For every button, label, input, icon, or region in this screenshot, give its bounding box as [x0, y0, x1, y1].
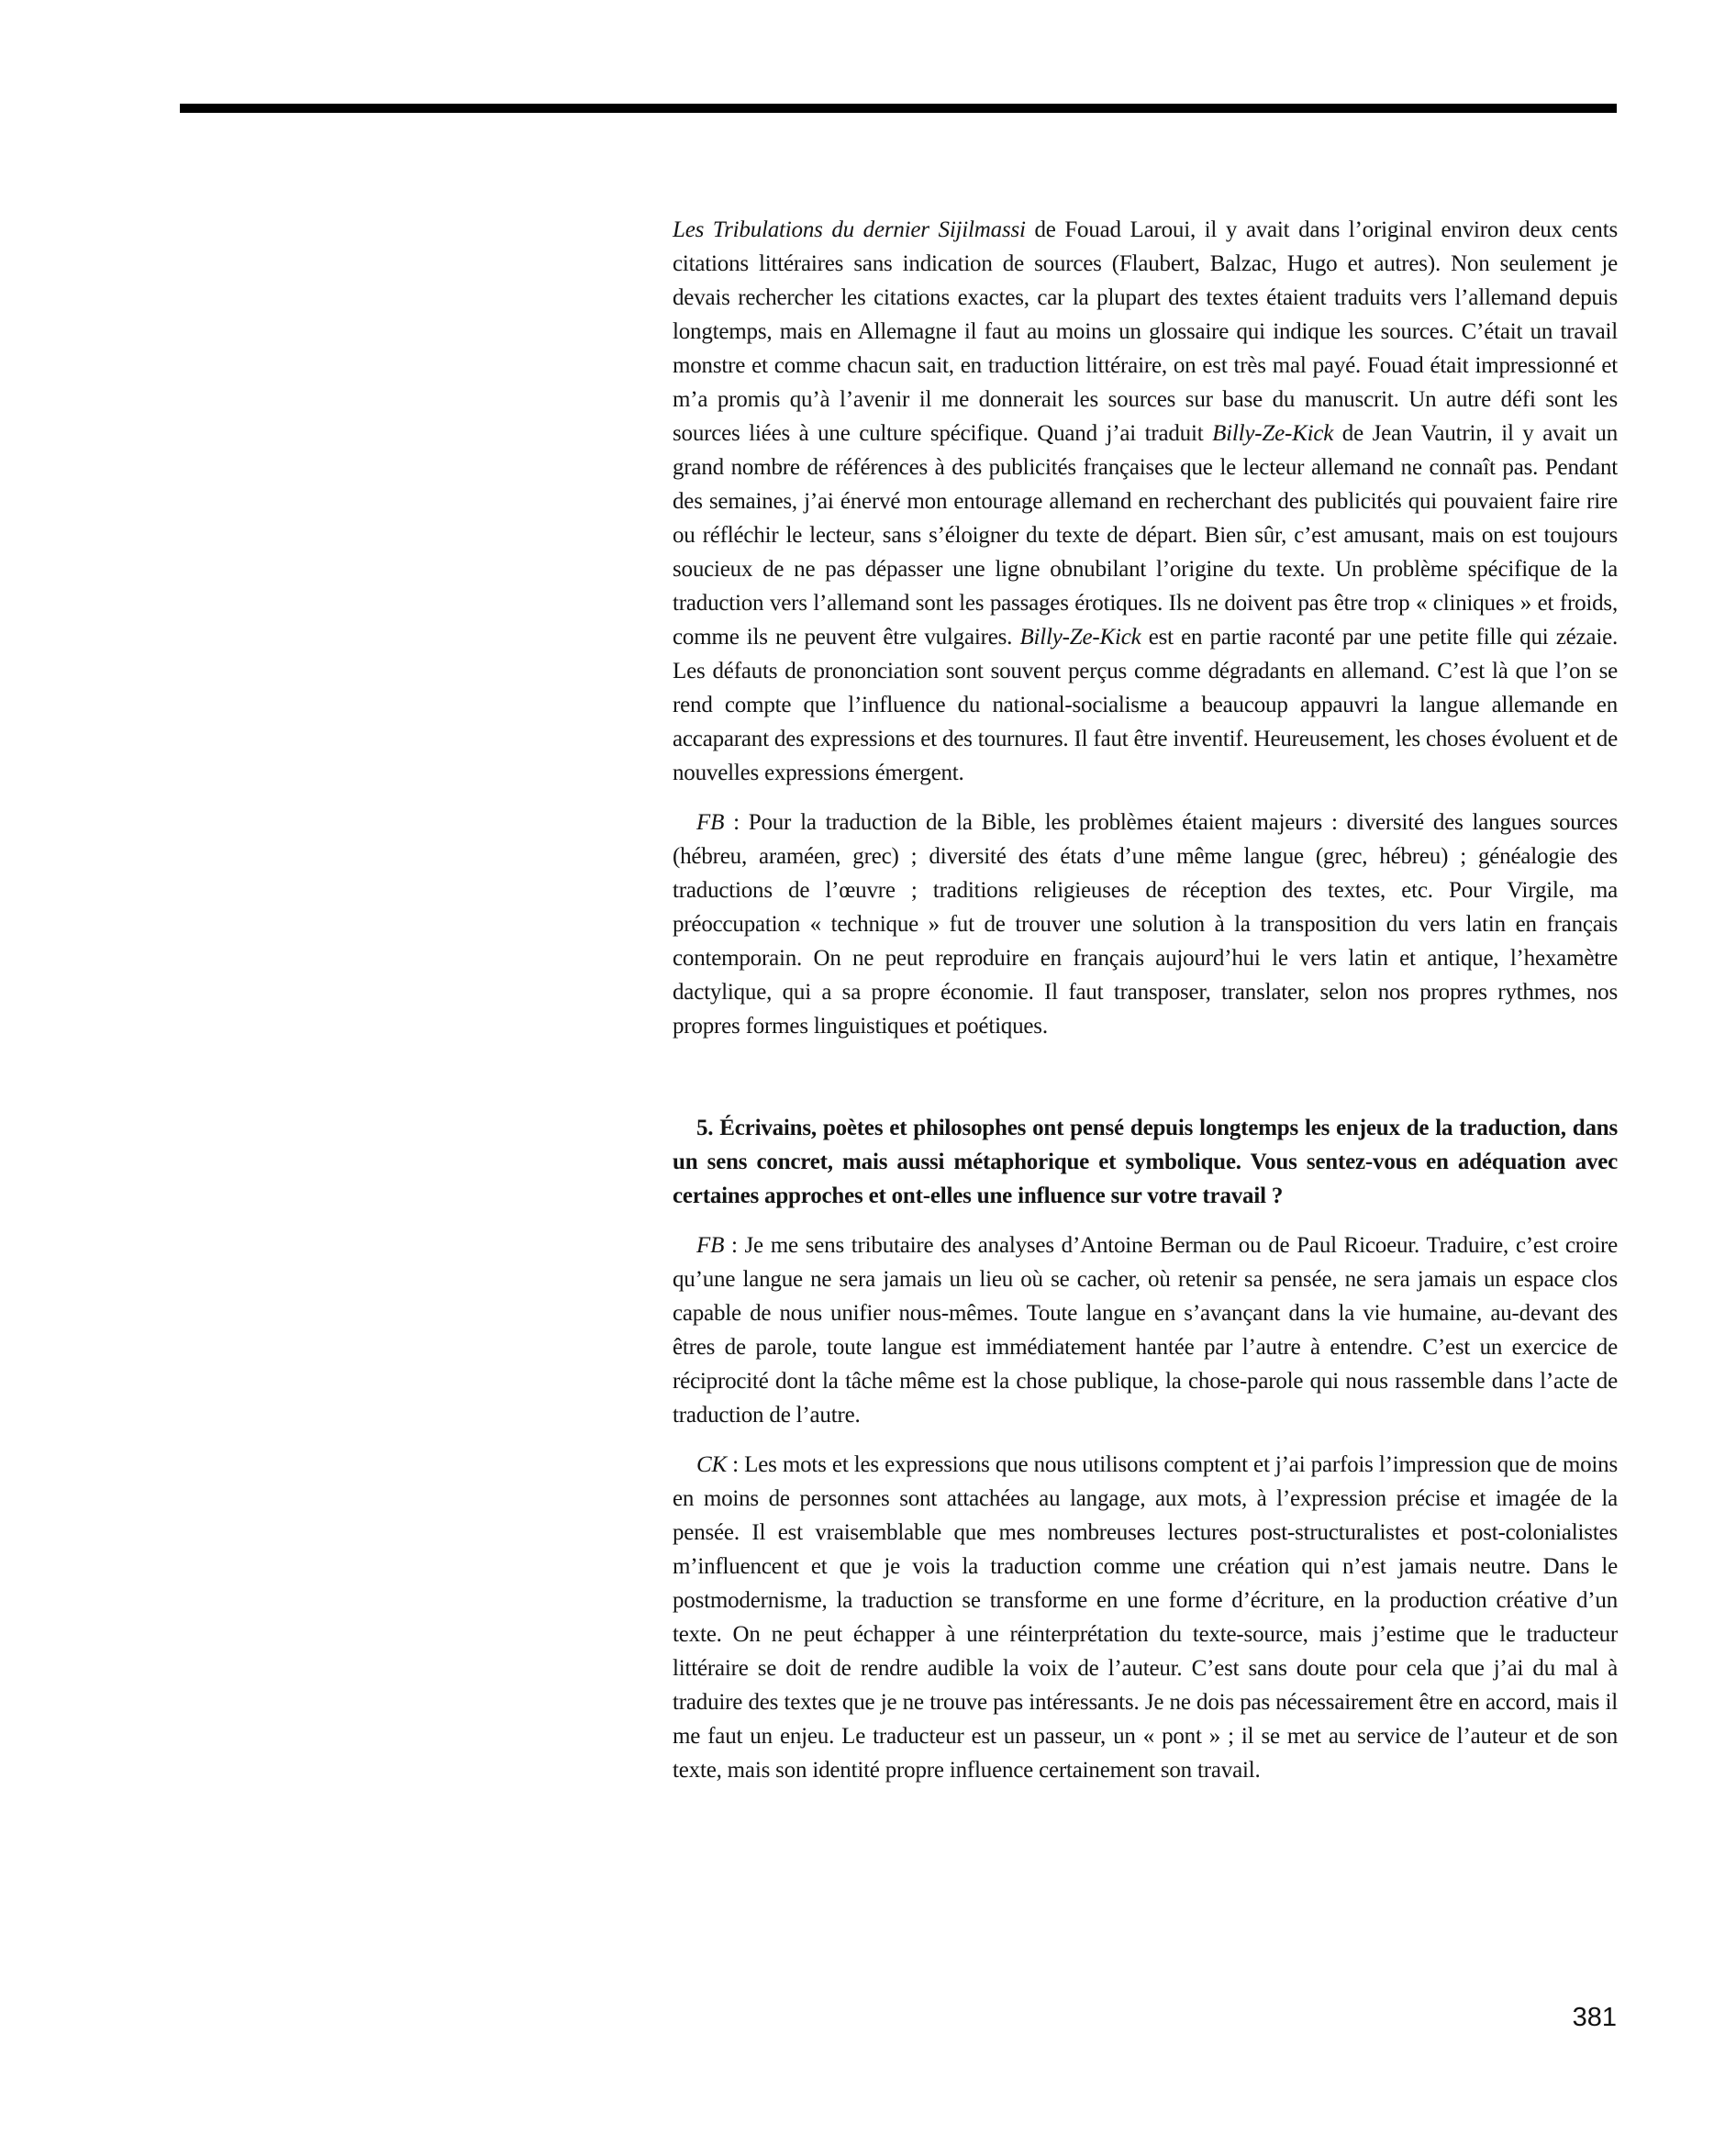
text-run: : Pour la traduction de la Bible, les problèmes étaient majeurs : diversité des langues sources (hébreu, araméen, grec) ; diversité des états d’une même langue (grec, hébreu) ; généalogie des traductions de l’œuvre ; traditions religieuses de réception des textes, etc. Pour Virgile, ma préoccupation « technique » fut de trouver une solution à la transposition du vers latin en français contemporain. On ne peut reproduire en français aujourd’hui le vers latin et antique, l’hexamètre dactylique, qui a sa propre économie. Il faut transposer, translater, selon nos propres rythmes, nos propres formes linguistiques et poétiques. [673, 810, 1618, 1039]
question-text: 5. Écrivains, poètes et philosophes ont pensé depuis longtemps les enjeux de la traduction, dans un sens concret, mais aussi métaphorique et symbolique. Vous sentez-vous en adéquation avec certaines approches et ont-elles une influence sur votre travail ? [673, 1116, 1618, 1208]
text-run: : Les mots et les expressions que nous utilisons comptent et j’ai parfois l’impression que de moins en moins de personnes sont attachées au langage, aux mots, à l’expression précise et imagée de la pensée. Il est vraisemblable que mes nombreuses lectures post-structuralistes et post-colonialistes m’influencent et que je vois la traduction comme une création qui n’est jamais neutre. Dans le postmodernisme, la traduction se transforme en une forme d’écriture, en la production créative d’un texte. On ne peut échapper à une réinterprétation du texte-source, mais j’estime que le traducteur littéraire se doit de rendre audible la voix de l’auteur. C’est sans doute pour cela que j’ai du mal à traduire des textes que je ne trouve pas intéressants. Je ne dois pas nécessairement être en accord, mais il me faut un enjeu. Le traducteur est un passeur, un « pont » ; il se met au service de l’auteur et de son texte, mais son identité propre influence certainement son travail. [673, 1452, 1618, 1783]
speaker-label-ck: CK [696, 1452, 727, 1477]
speaker-label-fb: FB [696, 1233, 725, 1258]
interview-question-5 [673, 1111, 1618, 1213]
text-column [673, 213, 1618, 1803]
book-title-billy-ze-kick: Billy-Ze-Kick [1212, 421, 1334, 446]
paragraph-ck-mots-expressions [673, 1448, 1618, 1787]
chapter-header-rule [180, 104, 1617, 113]
paragraph-continuation-translation-anecdotes [673, 213, 1618, 790]
paragraph-fb-berman-ricoeur [673, 1228, 1618, 1432]
book-title-les-tribulations: Les Tribulations du dernier Sijilmassi [673, 217, 1026, 242]
text-run: de Fouad Laroui, il y avait dans l’original environ deux cents citations littéraires sans indication de sources (Flaubert, Balzac, Hugo et autres). Non seulement je devais rechercher les citations exactes, car la plupart des textes étaient traduits vers l’allemand depuis longtemps, mais en Allemagne il faut au moins un glossaire qui indique les sources. C’était un travail monstre et comme chacun sait, en traduction littéraire, on est très mal payé. Fouad était impressionné et m’a promis qu’à l’avenir il me donnerait les sources sur base du manuscrit. Un autre défi sont les sources liées à une culture spécifique. Quand j’ai traduit [673, 217, 1619, 446]
speaker-label-fb: FB [696, 810, 725, 835]
book-title-billy-ze-kick: Billy-Ze-Kick [1019, 625, 1141, 650]
text-run: de Jean Vautrin, il y avait un grand nombre de références à des publicités françaises que le lecteur allemand ne connaît pas. Pendant des semaines, j’ai énervé mon entourage allemand en recherchant des publicités qui pouvaient faire rire ou réfléchir le lecteur, sans s’éloigner du texte de départ. Bien sûr, c’est amusant, mais on est toujours soucieux de ne pas dépasser une ligne obnubilant l’origine du texte. Un problème spécifique de la traduction vers l’allemand sont les passages érotiques. Ils ne doivent pas être trop « cliniques » et froids, comme ils ne peuvent être vulgaires. [673, 421, 1618, 650]
page-number: 381 [1572, 2003, 1617, 2032]
text-run: : Je me sens tributaire des analyses d’Antoine Berman ou de Paul Ricoeur. Traduire, c’est croire qu’une langue ne sera jamais un lieu où se cacher, où retenir sa pensée, ne sera jamais un espace clos capable de nous unifier nous-mêmes. Toute langue en s’avançant dans la vie humaine, au-devant des êtres de parole, toute langue est immédiatement hantée par l’autre à entendre. C’est un exercice de réciprocité dont la tâche même est la chose publique, la chose-parole qui nous rassemble dans l’acte de traduction de l’autre. [673, 1233, 1618, 1428]
paragraph-fb-bible-virgile [673, 806, 1618, 1043]
text-run: est en partie raconté par une petite fille qui zézaie. Les défauts de prononciation sont souvent perçus comme dégradants en allemand. C’est là que l’on se rend compte que l’influence du national-socialisme a beaucoup appauvri la langue allemande en accaparant des expressions et des tournures. Il faut être inventif. Heureusement, les choses évoluent et de nouvelles expressions émergent. [673, 625, 1619, 785]
